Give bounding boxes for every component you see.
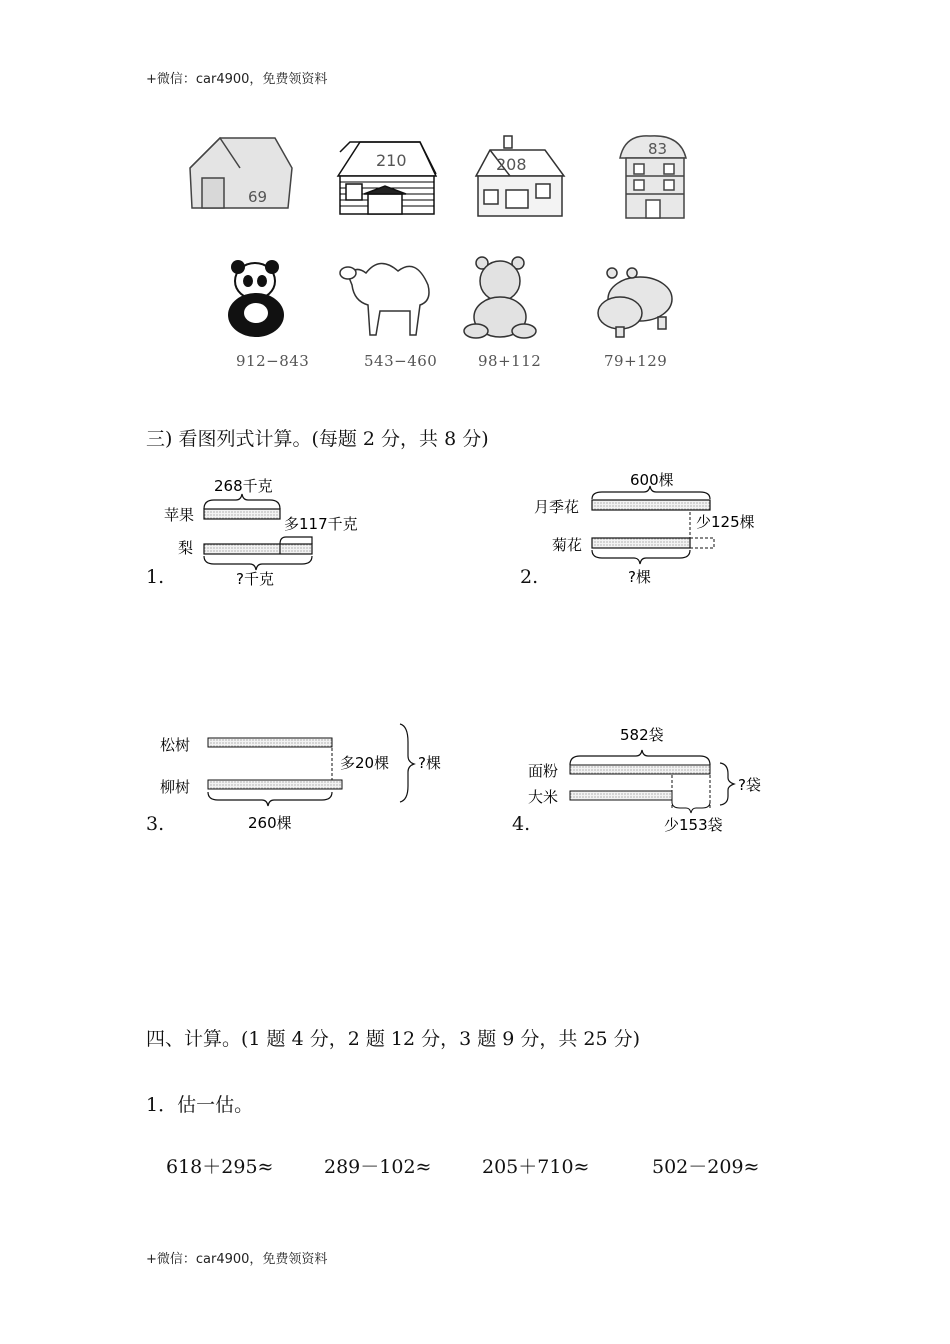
house-3-icon (476, 136, 564, 216)
panda-icon (228, 260, 284, 337)
p1-row2: 梨 (178, 539, 194, 557)
p2-question: ?棵 (628, 568, 651, 586)
estimate-1: 618＋295≈ (166, 1156, 274, 1178)
diagram-2 (534, 471, 755, 586)
bear-icon (464, 257, 536, 338)
camel-expression: 543−460 (364, 352, 438, 370)
hippo-icon (598, 268, 672, 337)
house-4-number: 83 (648, 140, 668, 158)
p2-number: 2. (520, 566, 539, 588)
p3-number: 3. (146, 813, 165, 835)
house-1-number: 69 (248, 188, 268, 206)
p1-bar1 (204, 509, 280, 519)
p1-bar2 (204, 544, 312, 554)
p3-bottom-label: 260棵 (248, 814, 292, 832)
watermark-top: +微信：car4900，免费领资料 (146, 72, 328, 87)
p1-top-label: 268千克 (214, 477, 273, 495)
houses-illustration (180, 128, 720, 223)
diagram-1 (164, 477, 358, 588)
p4-bar2 (570, 791, 672, 800)
p4-number: 4. (512, 813, 531, 835)
p2-row2: 菊花 (552, 536, 583, 554)
panda-expression: 912−843 (236, 352, 310, 370)
p2-top-label: 600棵 (630, 471, 674, 489)
section-4-title: 四、计算。(1 题 4 分，2 题 12 分，3 题 9 分，共 25 分) (146, 1028, 641, 1050)
p4-row1: 面粉 (528, 762, 559, 780)
p3-row2: 柳树 (160, 778, 191, 796)
animals-illustration (220, 255, 700, 345)
p4-row2: 大米 (528, 788, 559, 806)
diagram-3 (160, 724, 441, 832)
p3-bar2 (208, 780, 342, 789)
bear-expression: 98+112 (478, 352, 542, 370)
p4-top-label: 582袋 (620, 726, 664, 744)
p2-diff: 少125棵 (696, 513, 755, 531)
p1-row1: 苹果 (164, 506, 195, 524)
diagram-4 (528, 726, 761, 834)
watermark-bottom: +微信：car4900，免费领资料 (146, 1252, 328, 1267)
animals-row (220, 255, 700, 345)
house-2-number: 210 (376, 151, 407, 170)
p2-row1: 月季花 (534, 498, 580, 516)
p3-row1: 松树 (160, 736, 191, 754)
estimate-3: 205＋710≈ (482, 1156, 590, 1178)
house-1-icon (190, 138, 292, 208)
p4-bar1 (570, 765, 710, 774)
house-3-number: 208 (496, 155, 527, 174)
estimate-4: 502－209≈ (652, 1156, 760, 1178)
p4-diff: 少153袋 (664, 816, 723, 834)
camel-icon (340, 263, 429, 335)
p2-bar1 (592, 500, 710, 510)
diagrams-canvas (0, 460, 950, 840)
p1-question: ?千克 (236, 570, 274, 588)
p3-bar1 (208, 738, 332, 747)
p1-diff: 多117千克 (284, 515, 358, 533)
p4-question: ?袋 (738, 776, 761, 794)
p1-number: 1. (146, 566, 165, 588)
hippo-expression: 79+129 (604, 352, 668, 370)
p3-question: ?棵 (418, 754, 441, 772)
p2-bar2 (592, 538, 690, 548)
estimate-2: 289－102≈ (324, 1156, 432, 1178)
section-4-sub1: 1．估一估。 (146, 1094, 254, 1116)
p3-diff: 多20棵 (340, 754, 390, 772)
houses-row (180, 128, 720, 223)
section-3-title: 三) 看图列式计算。(每题 2 分，共 8 分) (146, 428, 489, 450)
